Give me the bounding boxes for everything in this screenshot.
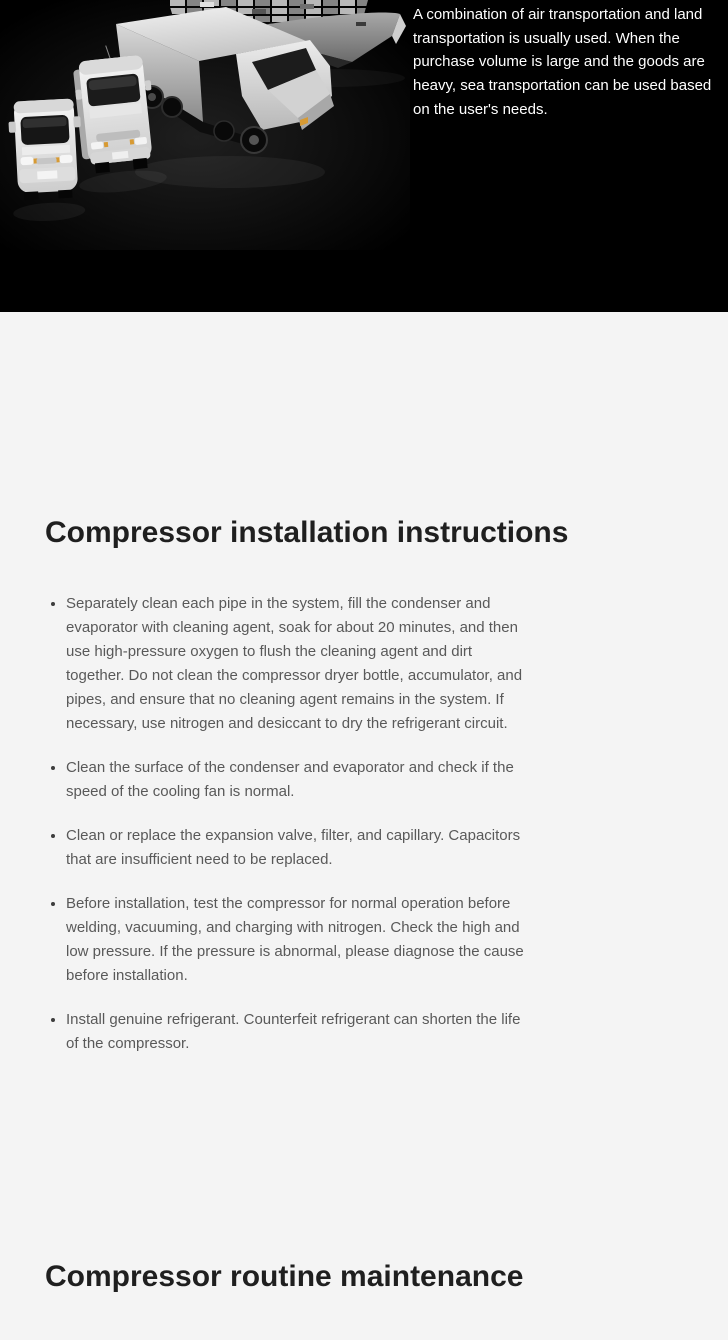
list-item: • Before installation, test the compressor for normal operation before welding, vacuuming, and charging with nitrogen. Check the high and low pressure. If the pressure is abnormal, please diagnose the cause before installation.	[66, 892, 528, 988]
installation-heading: Compressor installation instructions	[45, 516, 569, 549]
description-section	[0, 312, 728, 1294]
list-item: • Separately clean each pipe in the system, fill the condenser and evaporator with cleaning agent, soak for about 20 minutes, and then use high-pressure oxygen to flush the cleaning agent and dirt together. Do not clean the compressor dryer bottle, accumulator, and pipes, and ensure that no cleaning agent remains in the system. If necessary, use nitrogen and desiccant to dry the refrigerant circuit.	[66, 592, 528, 736]
list-item: • Clean the surface of the condenser and evaporator and check if the speed of the cooling fan is normal.	[66, 756, 528, 804]
transport-vehicles-photo	[0, 0, 410, 250]
maintenance-heading: Compressor routine maintenance	[45, 1260, 524, 1293]
installation-list	[45, 592, 728, 1056]
transport-caption: A combination of air transportation and land transportation is usually used. When the purchase volume is large and the goods are heavy, sea transportation can be used based on the user's needs.	[413, 6, 712, 118]
list-item: • Clean or replace the expansion valve, filter, and capillary. Capacitors that are insufficient need to be replaced.	[66, 824, 528, 872]
hero-banner	[0, 0, 728, 312]
list-item: • Install genuine refrigerant. Counterfeit refrigerant can shorten the life of the compressor.	[66, 1008, 528, 1056]
